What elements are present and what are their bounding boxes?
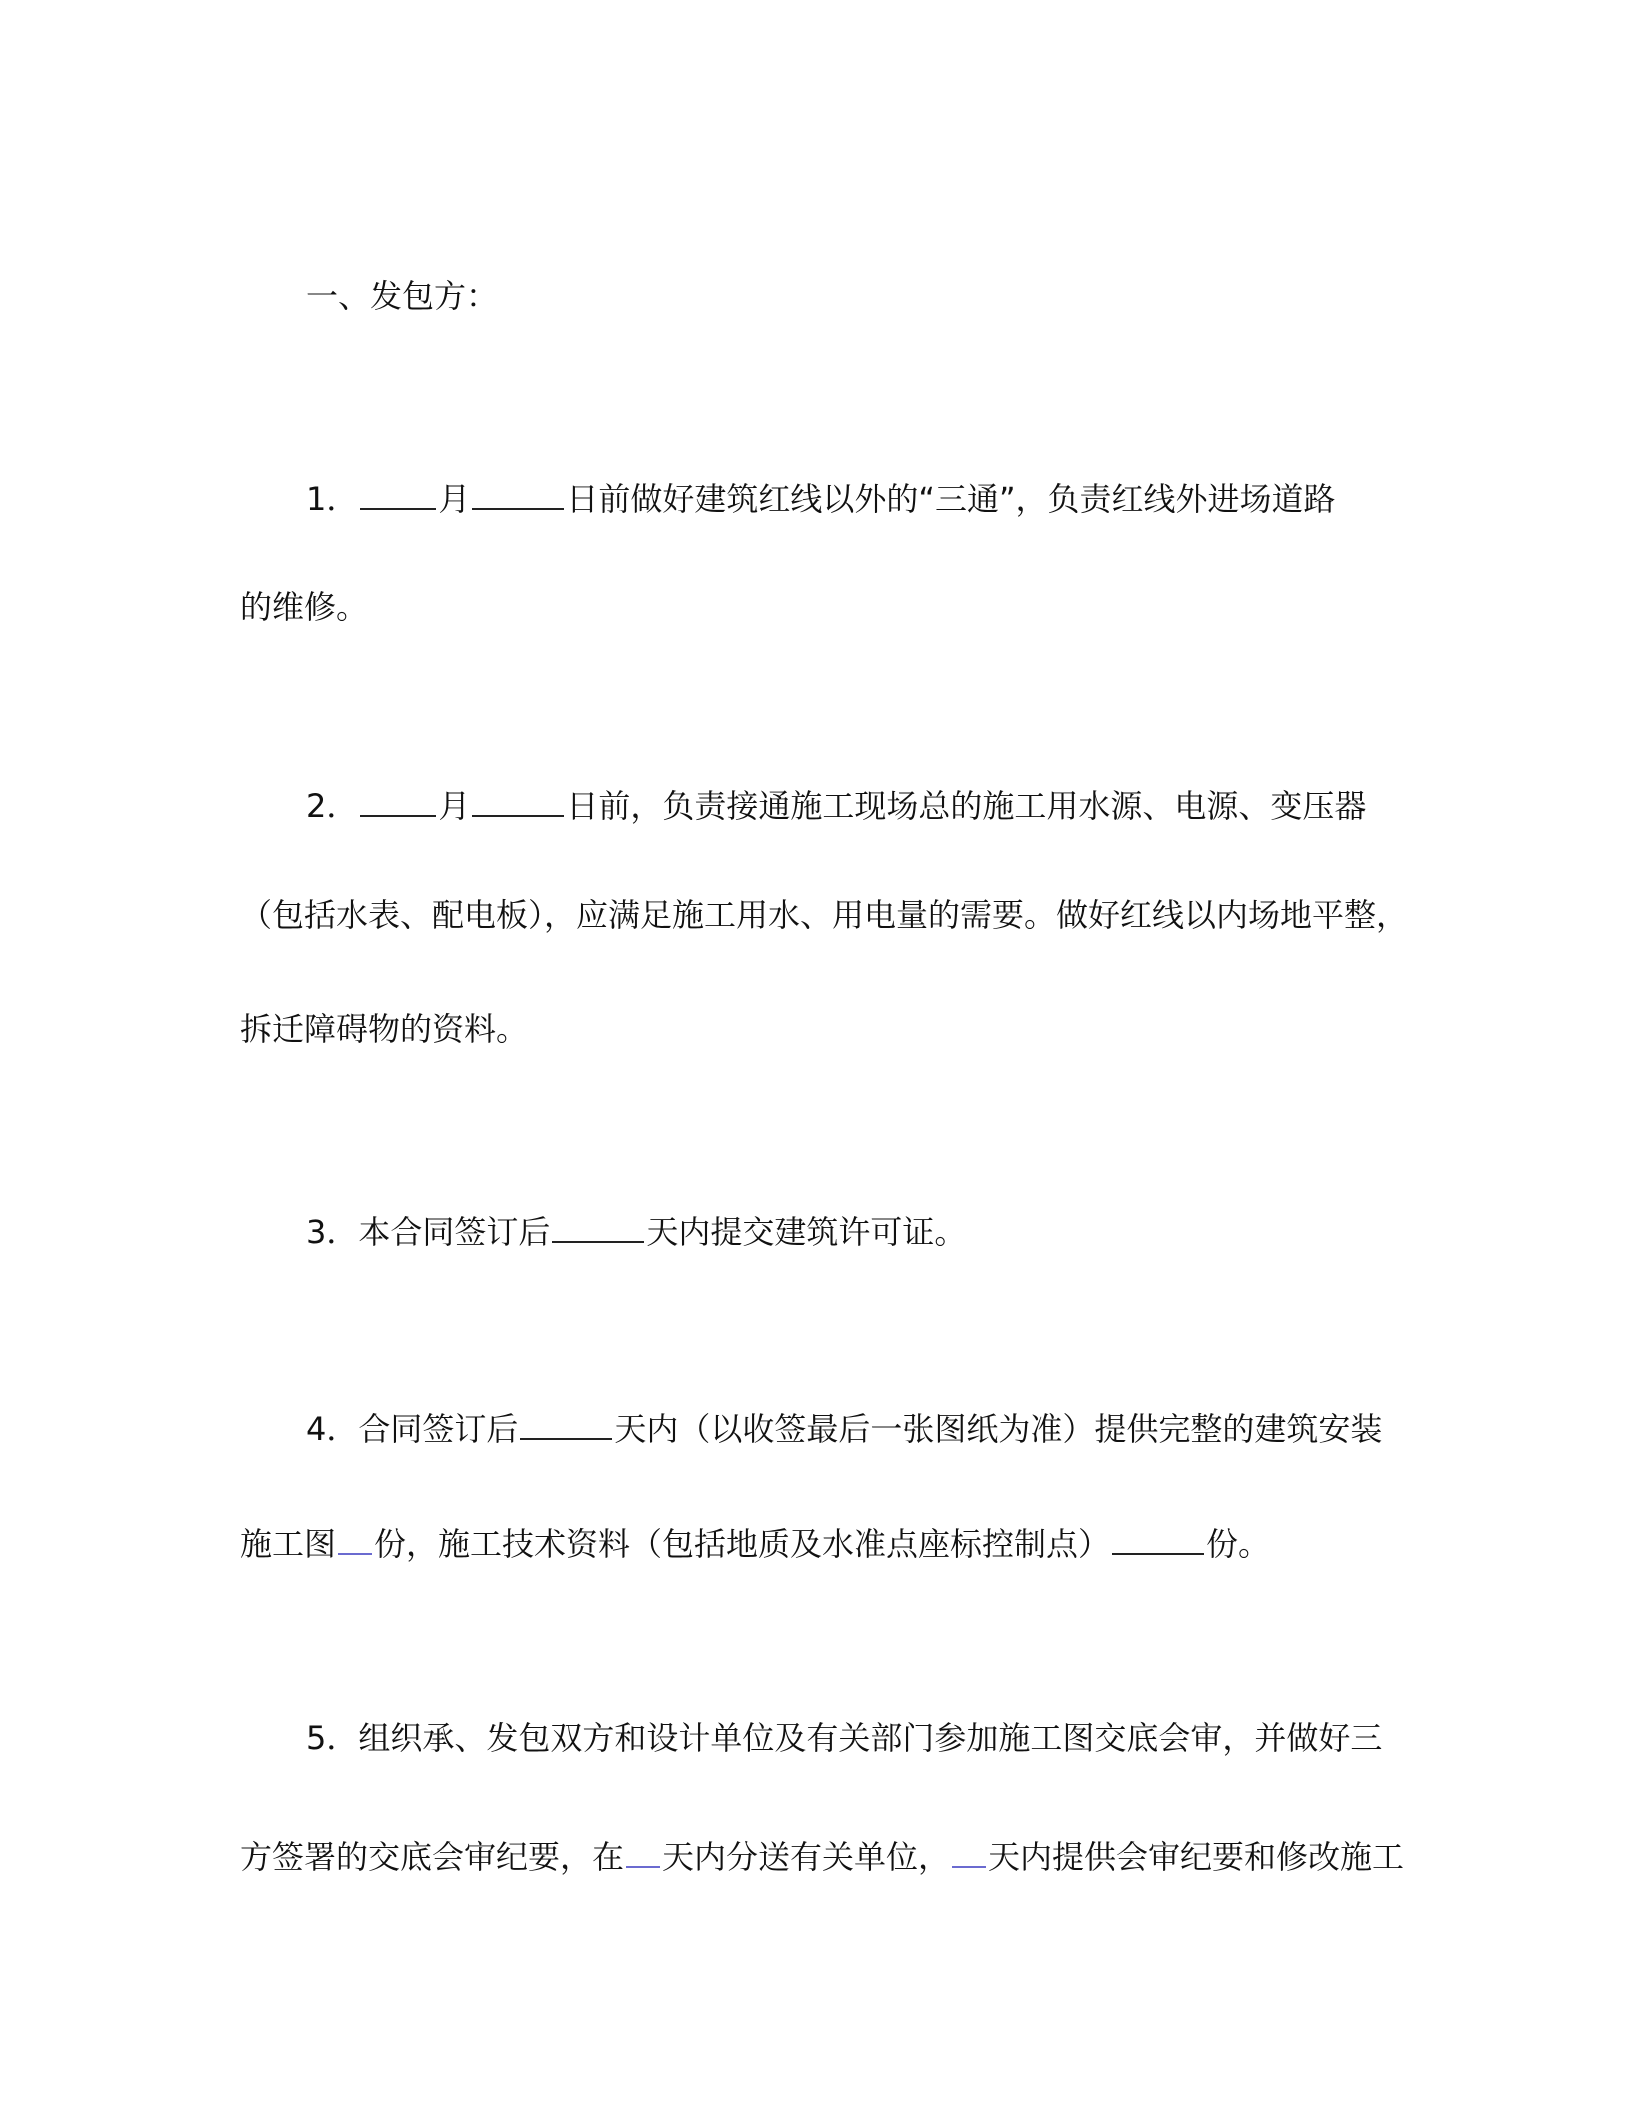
item-4-text-b: 份，施工技术资料（包括地质及水准点座标控制点） (374, 1525, 1111, 1563)
item-1-line-1 (306, 476, 1336, 519)
item-3-line-1 (306, 1209, 966, 1252)
item-4-text-a: 施工图 (240, 1525, 337, 1563)
item-4-text-post: 天内（以收签最后一张图纸为准）提供完整的建筑安装 (614, 1410, 1383, 1448)
heading-text: 一、发包方： (306, 277, 499, 315)
item-3-text-post: 天内提交建筑许可证。 (646, 1213, 967, 1251)
item-5-line-1 (306, 1718, 1382, 1758)
item-2-number: 2． (306, 787, 359, 825)
item-2-text: 日前，负责接通施工现场总的施工用水源、电源、变压器 (566, 787, 1367, 825)
item-2-line-3 (240, 1009, 528, 1049)
item-2-continuation-2: 拆迁障碍物的资料。 (240, 1010, 529, 1048)
blank-month (360, 476, 436, 510)
item-5-text: 组织承、发包双方和设计单位及有关部门参加施工图交底会审，并做好三 (358, 1719, 1383, 1757)
item-2-continuation: （包括水表、配电板），应满足施工用水、用电量的需要。做好红线以内场地平整， (240, 896, 1409, 934)
item-2-line-1 (306, 783, 1366, 826)
blank-days-2 (952, 1834, 986, 1868)
blank-day (472, 476, 564, 510)
blank-day (472, 783, 564, 817)
item-4-number: 4． (306, 1410, 359, 1448)
item-4-line-1 (306, 1406, 1382, 1449)
item-2-line-2 (240, 895, 1408, 935)
blank-days (520, 1406, 612, 1440)
item-1-number: 1． (306, 480, 359, 518)
item-4-line-2 (240, 1521, 1270, 1564)
item-5-text-b: 天内分送有关单位， (662, 1838, 951, 1876)
item-3-text-pre: 本合同签订后 (358, 1213, 551, 1251)
item-1-continuation: 的维修。 (240, 588, 369, 626)
blank-copies (338, 1521, 372, 1555)
month-label: 月 (438, 787, 471, 825)
blank-days (626, 1834, 660, 1868)
month-label: 月 (438, 480, 471, 518)
blank-month (360, 783, 436, 817)
blank-days (552, 1209, 644, 1243)
item-5-number: 5． (306, 1719, 359, 1757)
item-1-line-2 (240, 587, 368, 627)
item-1-text: 日前做好建筑红线以外的“三通”，负责红线外进场道路 (566, 480, 1336, 518)
item-3-number: 3． (306, 1213, 359, 1251)
item-5-text-a: 方签署的交底会审纪要，在 (240, 1838, 625, 1876)
item-5-line-2 (240, 1834, 1404, 1877)
blank-copies-2 (1112, 1521, 1204, 1555)
item-4-text-pre: 合同签订后 (358, 1410, 519, 1448)
section-heading (306, 276, 498, 316)
item-4-text-c: 份。 (1206, 1525, 1271, 1563)
item-5-text-c: 天内提供会审纪要和修改施工 (988, 1838, 1405, 1876)
